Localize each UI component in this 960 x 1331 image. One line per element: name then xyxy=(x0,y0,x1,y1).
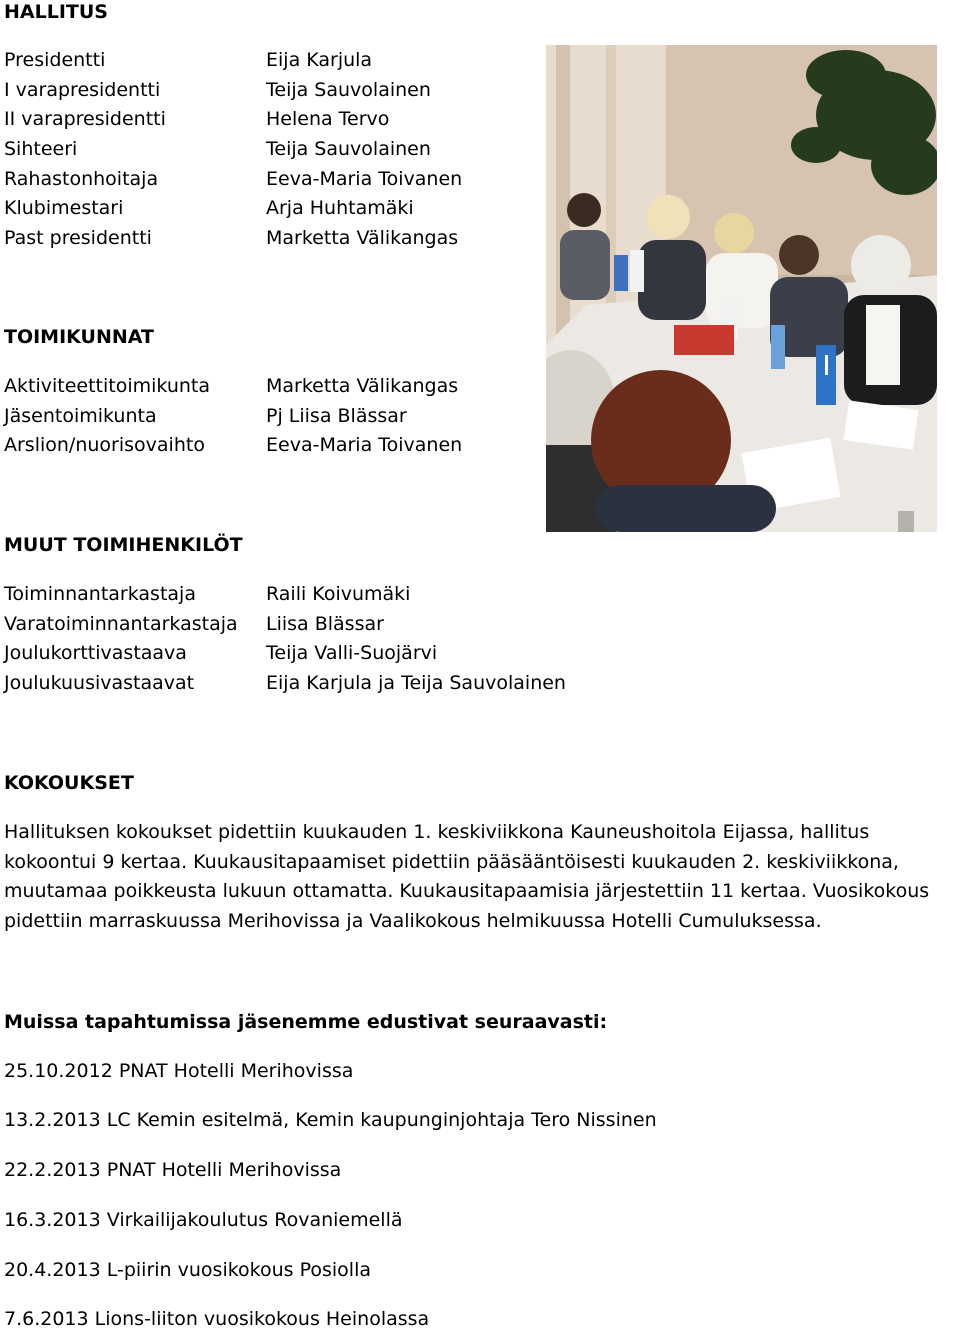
event-item: 13.2.2013 LC Kemin esitelmä, Kemin kaupunginjohtaja Tero Nissinen xyxy=(4,1109,657,1131)
role-label: Rahastonhoitaja xyxy=(4,167,159,190)
person-name: Teija Valli-Suojärvi xyxy=(266,642,438,665)
role-label: Toiminnantarkastaja xyxy=(4,583,196,605)
section-heading-hallitus: HALLITUS xyxy=(4,1,108,23)
event-item: 20.4.2013 L-piirin vuosikokous Posiolla xyxy=(4,1259,372,1281)
person-name: Teija Sauvolainen xyxy=(266,78,431,101)
role-label: Joulukuusivastaavat xyxy=(4,672,195,695)
person-name: Marketta Välikangas xyxy=(266,227,459,250)
event-item: 22.2.2013 PNAT Hotelli Merihovissa xyxy=(4,1159,342,1181)
person-name: Arja Huhtamäki xyxy=(266,197,414,220)
person-name: Helena Tervo xyxy=(266,108,390,131)
person-name: Marketta Välikangas xyxy=(266,375,459,397)
role-label: II varapresidentti xyxy=(4,108,166,131)
section-heading-kokoukset: KOKOUKSET xyxy=(4,772,134,794)
role-label: Presidentti xyxy=(4,49,106,71)
person-name: Teija Sauvolainen xyxy=(266,138,431,161)
role-label: Varatoiminnantarkastaja xyxy=(4,612,238,635)
role-label: Klubimestari xyxy=(4,197,124,220)
role-label: Aktiviteettitoimikunta xyxy=(4,375,210,397)
event-item: 25.10.2012 PNAT Hotelli Merihovissa xyxy=(4,1060,354,1082)
event-item: 16.3.2013 Virkailijakoulutus Rovaniemellä xyxy=(4,1209,403,1231)
person-name: Eeva-Maria Toivanen xyxy=(266,167,463,190)
section-heading-edustus: Muissa tapahtumissa jäsenemme edustivat seuraavasti: xyxy=(4,1011,608,1033)
role-label: Jäsentoimikunta xyxy=(4,404,157,427)
section-heading-toimikunnat: TOIMIKUNNAT xyxy=(4,326,154,348)
role-label: Sihteeri xyxy=(4,138,78,161)
person-name: Eija Karjula xyxy=(266,49,373,71)
role-label: Arslion/nuorisovaihto xyxy=(4,434,205,457)
person-name: Eeva-Maria Toivanen xyxy=(266,434,463,457)
kokoukset-paragraph: Hallituksen kokoukset pidettiin kuukauden 1. keskiviikkona Kauneushoitola Eijassa, hallitus kokoontui 9 kertaa. Kuukausitapaamiset pidettiin pääsääntöisesti kuukauden 2. keskiviikkona, muutamaa poikkeusta lukuun ottamatta. Kuukausitapaamisia järjestettiin 11 kertaa. Vuosikokous pidettiin marraskuussa Merihovissa ja Vaalikokous helmikuussa Hotelli Cumuluksessa. xyxy=(4,821,930,933)
role-label: Joulukorttivastaava xyxy=(4,642,187,665)
person-name: Raili Koivumäki xyxy=(266,583,411,605)
person-name: Eija Karjula ja Teija Sauvolainen xyxy=(266,672,566,695)
event-item: 7.6.2013 Lions-liiton vuosikokous Heinolassa xyxy=(4,1308,430,1330)
person-name: Pj Liisa Blässar xyxy=(266,404,407,427)
person-name: Liisa Blässar xyxy=(266,612,384,635)
role-label: I varapresidentti xyxy=(4,78,161,101)
meeting-photo xyxy=(546,45,937,532)
role-label: Past presidentti xyxy=(4,227,152,250)
section-heading-muut-toimihenkilot: MUUT TOIMIHENKILÖT xyxy=(4,534,243,556)
